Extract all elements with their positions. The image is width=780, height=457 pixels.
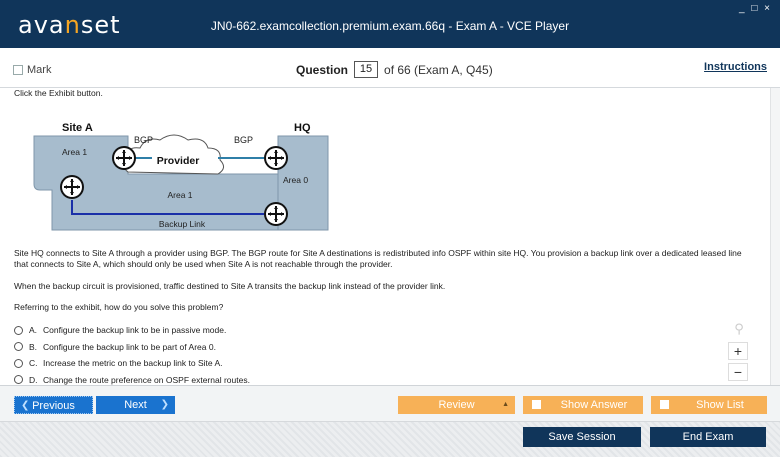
question-header (0, 48, 780, 88)
area1-top-label: Area 1 (62, 147, 88, 157)
end-exam-button[interactable]: End Exam (650, 427, 766, 447)
show-answer-button[interactable]: Show Answer (523, 396, 643, 414)
option-a[interactable]: A. Configure the backup link to be in passive mode. (14, 322, 250, 339)
question-count: of 66 (Exam A, Q45) (384, 62, 493, 77)
magnifier-icon: ⚲ (734, 321, 744, 336)
zoom-in-button[interactable]: + (728, 342, 748, 360)
checkbox-icon (532, 400, 541, 409)
hq-label: HQ (294, 122, 311, 134)
area1-bottom-label: Area 1 (167, 190, 193, 200)
zoom-out-button[interactable]: − (728, 363, 748, 381)
area0-label: Area 0 (283, 175, 309, 185)
bgp-label-left: BGP (134, 135, 154, 145)
question-paragraph-1: Site HQ connects to Site A through a provider using BGP. The BGP route for Site A destinations is redistributed info OSPF within site HQ. You provision a backup link over a dedicated leased line that connects to Site A, which should only be used when Site A is not reachable through the provider. (14, 248, 742, 269)
radio-icon[interactable] (14, 375, 23, 384)
option-c[interactable]: C. Increase the metric on the backup link to Site A. (14, 355, 250, 372)
show-list-button[interactable]: Show List (651, 396, 767, 414)
navigation-bar (0, 385, 780, 421)
checkbox-icon[interactable] (13, 65, 23, 75)
question-label: Question (296, 62, 349, 77)
radio-icon[interactable] (14, 342, 23, 351)
answer-options (14, 322, 250, 388)
question-paragraph-2: When the backup circuit is provisioned, traffic destined to Site A transits the backup link instead of the provider link. (14, 281, 446, 291)
app-logo: avanset (18, 11, 121, 39)
radio-icon[interactable] (14, 326, 23, 335)
review-button[interactable]: Review ▲ (398, 396, 515, 414)
router-hq-bottom (264, 202, 288, 226)
provider-label: Provider (156, 155, 200, 167)
mark-label: Mark (27, 64, 52, 76)
network-diagram (28, 108, 338, 232)
next-button[interactable]: Next ❯ (96, 396, 175, 414)
save-session-button[interactable]: Save Session (523, 427, 641, 447)
title-bar (0, 0, 780, 48)
option-d[interactable]: D. Change the route preference on OSPF external routes. (14, 372, 250, 389)
question-navigator (296, 61, 493, 78)
checkbox-icon (660, 400, 669, 409)
footer-bar (0, 421, 780, 457)
window-controls[interactable]: _ □ × (739, 3, 772, 14)
question-paragraph-3: Referring to the exhibit, how do you solve this problem? (14, 302, 224, 312)
exhibit-prompt: Click the Exhibit button. (14, 88, 103, 98)
window-title: JN0-662.examcollection.premium.exam.66q - Exam A - VCE Player (210, 19, 570, 33)
zoom-controls (728, 321, 750, 381)
option-b[interactable]: B. Configure the backup link to be part of Area 0. (14, 339, 250, 356)
content-scrollbar[interactable] (770, 88, 780, 385)
question-number-input[interactable]: 15 (354, 61, 378, 78)
mark-checkbox[interactable] (13, 64, 51, 76)
radio-icon[interactable] (14, 359, 23, 368)
chevron-left-icon: ❮ (21, 400, 30, 411)
site-a-label: Site A (62, 122, 93, 134)
question-content (0, 88, 770, 385)
previous-button[interactable]: ❮ Previous (14, 396, 93, 414)
router-site-a-top (112, 146, 136, 170)
chevron-right-icon: ❯ (160, 399, 169, 410)
router-hq-top (264, 146, 288, 170)
router-site-a-bottom (60, 175, 84, 199)
triangle-up-icon: ▲ (502, 401, 509, 408)
instructions-link[interactable]: Instructions (704, 61, 767, 73)
backup-link-label: Backup Link (158, 219, 206, 229)
bgp-label-right: BGP (234, 135, 254, 145)
